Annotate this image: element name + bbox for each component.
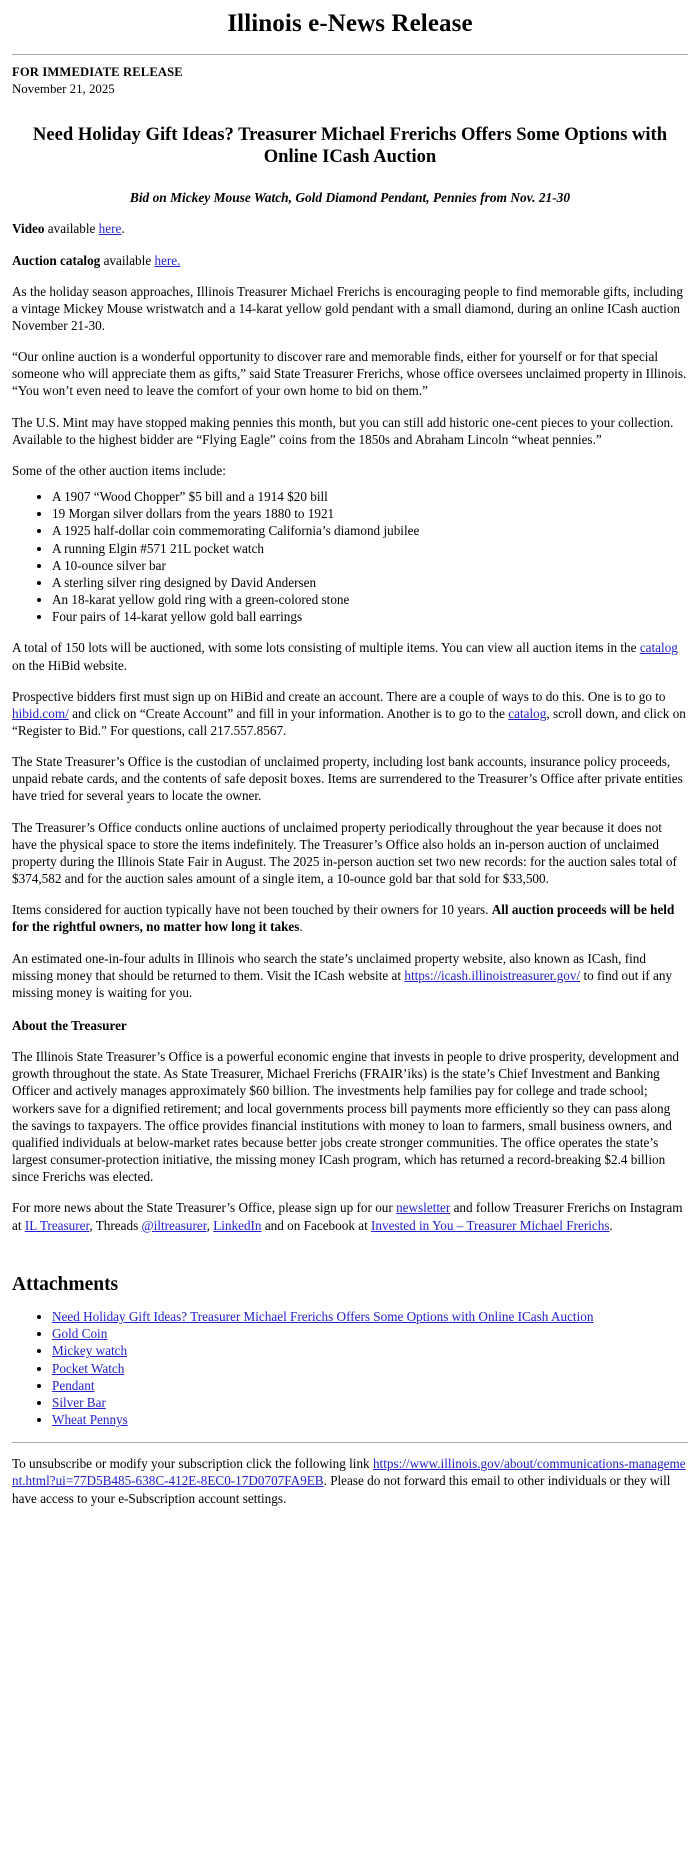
list-item: • Four pairs of 14-karat yellow gold ball earrings: [52, 608, 688, 625]
footer-divider: [12, 1442, 688, 1443]
icash-website-link[interactable]: https://icash.illinoistreasurer.gov/: [404, 967, 581, 983]
attachment-link[interactable]: Pocket Watch: [52, 1360, 125, 1376]
catalog-link[interactable]: catalog: [639, 640, 678, 656]
paragraph-intro: As the holiday season approaches, Illinois Treasurer Michael Frerichs is encouraging people to find memorable gifts, including a vintage Mickey Mouse wristwatch and a 14-karat yellow gold pendant with a small diamond, during an online ICash auction November 21-30.: [12, 283, 683, 334]
attachments-list: [12, 1308, 688, 1428]
social-text-4: ,: [206, 1217, 214, 1233]
list-item: [52, 1360, 688, 1377]
paragraph-icash: [12, 950, 688, 1001]
release-date: November 21, 2025: [12, 81, 115, 96]
paragraph-pennies: The U.S. Mint may have stopped making pennies this month, but you can still add historic one-cent pieces to your collection. Available to the highest bidder are “Flying Eagle” coins from the 1850s and Abraham Lincoln “wheat pennies.”: [12, 414, 674, 447]
page-title: Illinois e-News Release: [227, 10, 473, 37]
auction-items-list: [12, 488, 688, 625]
list-item: • A running Elgin #571 21L pocket watch: [52, 540, 688, 557]
instagram-link[interactable]: IL Treasurer: [24, 1217, 90, 1233]
list-item: [52, 1342, 688, 1359]
paragraph-about-treasurer: The Illinois State Treasurer’s Office is a powerful economic engine that invests in people to drive prosperity, development and growth throughout the state. As State Treasurer, Michael Frerichs (FRAIR’iks) is the state’s Chief Investment and Banking Officer and actively manages approximately $60 billion. The investments help families pay for college and trade school; workers save for a dignified retirement; and local governments process bill payments more efficiently so they can pass along the savings to taxpayers. The office provides financial institutions with money to loan to farmers, small business owners, and qualified individuals at below-market rates because better jobs create stronger communities. The office operates the state’s largest consumer-protection initiative, the missing money ICash program, which has returned a record-breaking $2.4 billion since Frerichs was elected.: [12, 1049, 680, 1185]
list-item: [52, 1394, 688, 1411]
list-item: • A 1925 half-dollar coin commemorating California’s diamond jubilee: [52, 522, 688, 539]
video-label: Video: [12, 221, 45, 237]
header-divider: [12, 54, 688, 55]
about-the-treasurer-heading: About the Treasurer: [12, 1018, 127, 1034]
attachment-link[interactable]: Pendant: [52, 1377, 95, 1393]
paragraph-proceeds: [12, 901, 688, 935]
signup-text-2: and click on “Create Account” and fill in your information. Another is to go to the: [68, 705, 509, 721]
list-item: [52, 1377, 688, 1394]
icash-text-after: to find out if any missing money is waiting for you.: [12, 967, 673, 1000]
article-headline: Need Holiday Gift Ideas? Treasurer Michael Frerichs Offers Some Options with Online ICash Auction: [32, 123, 668, 168]
release-status-label: FOR IMMEDIATE RELEASE: [12, 64, 183, 79]
linkedin-link[interactable]: LinkedIn: [213, 1217, 262, 1233]
paragraph-lots: [12, 639, 688, 673]
attachment-link[interactable]: Need Holiday Gift Ideas? Treasurer Michael Frerichs Offers Some Options with Online ICash Auction: [52, 1309, 594, 1325]
video-mid-text: available: [44, 221, 99, 237]
paragraph-social: [12, 1199, 688, 1233]
auction-items-intro: Some of the other auction items include:: [12, 462, 226, 478]
proceeds-text-normal: Items considered for auction typically have not been touched by their owners for 10 years.: [12, 902, 492, 918]
proceeds-text-bold: All auction proceeds will be held for the rightful owners, no matter how long it takes: [12, 902, 675, 935]
video-here-link[interactable]: here: [98, 221, 122, 237]
attachments-heading: Attachments: [12, 1273, 119, 1295]
list-item: [52, 1325, 688, 1342]
social-text-1: For more news about the State Treasurer’s Office, please sign up for our: [12, 1200, 397, 1216]
catalog-availability-line: [12, 252, 688, 269]
social-text-3: , Threads: [89, 1217, 142, 1233]
hibid-link[interactable]: hibid.com/: [12, 705, 69, 721]
social-text-2: and follow Treasurer Frerichs on Instagram at: [12, 1200, 683, 1233]
facebook-link[interactable]: Invested in You – Treasurer Michael Frerichs: [371, 1217, 610, 1233]
social-text-6: .: [609, 1217, 613, 1233]
unsubscribe-intro-text: To unsubscribe or modify your subscription click the following link: [12, 1456, 373, 1472]
lots-text-after: on the HiBid website.: [12, 657, 128, 673]
unsubscribe-footer: [12, 1455, 688, 1506]
attachment-link[interactable]: Gold Coin: [52, 1326, 108, 1342]
auction-catalog-label: Auction catalog: [12, 252, 101, 268]
attachment-link[interactable]: Wheat Pennys: [52, 1412, 128, 1428]
video-availability-line: [12, 220, 688, 237]
icash-text-before: An estimated one-in-four adults in Illinois who search the state’s unclaimed property website, also known as ICash, find missing money that should be returned to them. Visit the ICash website at: [12, 950, 646, 983]
attachment-link[interactable]: Silver Bar: [52, 1394, 106, 1410]
social-text-5: and on Facebook at: [261, 1217, 372, 1233]
list-item: • A 1907 “Wood Chopper” $5 bill and a 1914 $20 bill: [52, 488, 688, 505]
signup-text-1: Prospective bidders first must sign up on HiBid and create an account. There are a couple of ways to do this. One is to go to: [12, 688, 666, 704]
list-item: • A sterling silver ring designed by David Andersen: [52, 574, 688, 591]
catalog-here-link[interactable]: here.: [154, 252, 181, 268]
newsletter-link[interactable]: newsletter: [396, 1200, 451, 1216]
paragraph-quote: “Our online auction is a wonderful opportunity to discover rare and memorable finds, either for yourself or for that special someone who will appreciate them as gifts,” said State Treasurer Frerichs, whose office oversees unclaimed property in Illinois. “You won’t even need to leave the comfort of your own home to bid on them.”: [12, 349, 687, 399]
signup-text-3: , scroll down, and click on “Register to Bid.” For questions, call 217.557.8567.: [12, 705, 686, 738]
proceeds-text-tail: .: [299, 919, 303, 935]
list-item: • 19 Morgan silver dollars from the years 1880 to 1921: [52, 505, 688, 522]
paragraph-custodian: The State Treasurer’s Office is the custodian of unclaimed property, including lost bank accounts, insurance policy proceeds, unpaid rebate cards, and the contents of safe deposit boxes. Items are surrendered to the Treasurer’s Office after private entities have tried for several years to locate the owner.: [12, 754, 683, 804]
threads-link[interactable]: @iltreasurer: [141, 1217, 207, 1233]
unsubscribe-link[interactable]: https://www.illinois.gov/about/communications-management.html?ui=77D5B485-638C-412E-8EC0-17D0707FA9EB: [12, 1456, 686, 1489]
paragraph-auctions: The Treasurer’s Office conducts online auctions of unclaimed property periodically throughout the year because it does not have the physical space to store the items indefinitely. The Treasurer’s Office also holds an in-person auction of unclaimed property during the Illinois State Fair in August. The 2025 in-person auction set two new records: for the auction sales total of $374,582 and for the auction sales amount of a single item, a 10-ounce gold bar that sold for $33,500.: [12, 819, 677, 887]
list-item: • An 18-karat yellow gold ring with a green-colored stone: [52, 591, 688, 608]
list-item: [52, 1411, 688, 1428]
lots-text-before: A total of 150 lots will be auctioned, with some lots consisting of multiple items. You can view all auction items in the: [12, 640, 640, 656]
article-subheadline: Bid on Mickey Mouse Watch, Gold Diamond Pendant, Pennies from Nov. 21-30: [129, 189, 571, 205]
paragraph-signup: [12, 688, 688, 739]
attachment-link[interactable]: Mickey watch: [52, 1343, 128, 1359]
video-tail-text: .: [121, 221, 125, 237]
list-item: • A 10-ounce silver bar: [52, 557, 688, 574]
list-item: [52, 1308, 688, 1325]
unsubscribe-outro-text: . Please do not forward this email to other individuals or they will have access to your e-Subscription account settings.: [12, 1473, 671, 1506]
catalog-mid-text: available: [100, 252, 155, 268]
catalog-link-secondary[interactable]: catalog: [508, 705, 547, 721]
